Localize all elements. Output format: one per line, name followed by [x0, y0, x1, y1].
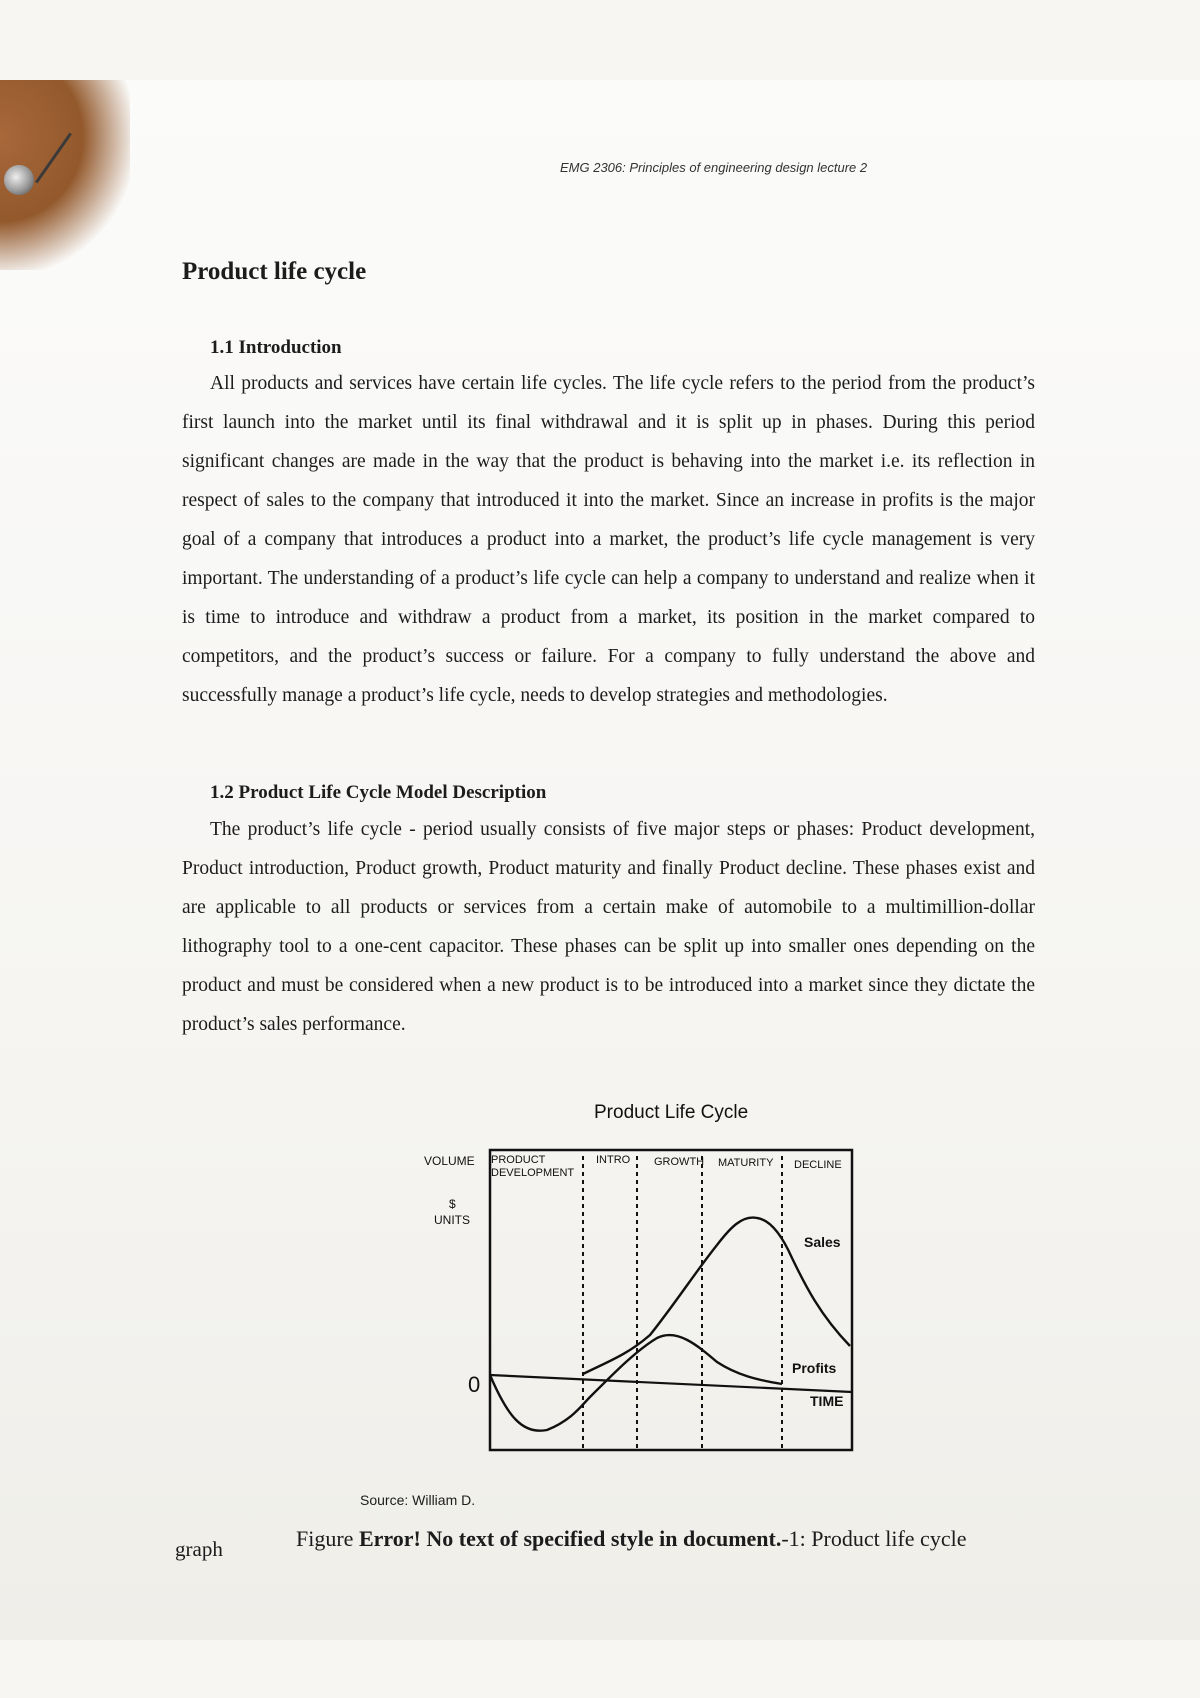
y-axis-label-dollar: $ — [449, 1197, 456, 1211]
section-text-introduction: All products and services have certain life cycles. The life cycle refers to the period from the product’s first launch into the market until its final withdrawal and it is split up in phases. During this period significant changes are made in the way that the product is behaving into the market i.e. its reflection in respect of sales to the company that introduced it into the market. Since an increase in profits is the major goal of a company that introduces a product into a market, the product’s life cycle management is very important. The understanding of a product’s life cycle can help a company to understand and realize when it is time to introduce and withdraw a product from a market, its position in the market compared to competitors, and the product’s success or failure. For a company to fully understand the above and successfully manage a product’s life cycle, needs to develop strategies and methodologies. — [182, 373, 1035, 706]
section-heading-model-description: 1.2 Product Life Cycle Model Description — [210, 782, 547, 803]
y-axis-label-units: UNITS — [434, 1213, 470, 1227]
phase-label-decline: DECLINE — [794, 1159, 842, 1171]
y-axis-label-volume: VOLUME — [424, 1154, 475, 1168]
phase-label-development-1: PRODUCT — [491, 1154, 546, 1166]
product-life-cycle-figure — [412, 1100, 882, 1485]
section-heading-introduction: 1.1 Introduction — [210, 337, 342, 358]
profits-label: Profits — [792, 1360, 837, 1376]
section-text-model-description: The product’s life cycle - period usually consists of five major steps or phases: Product development, Product introduction, Product growth, Product maturity and finally Product decline. These phases exist and are applicable to all products or services from a certain make of automobile to a multimillion-dollar lithography tool to a one-cent capacitor. These phases can be split up into smaller ones depending on the product and must be considered when a new product is to be introduced into a market since they dictate the product’s sales performance. — [182, 819, 1035, 1035]
pushpin-icon — [4, 165, 34, 195]
phase-label-growth: GROWTH — [654, 1156, 705, 1168]
sales-label: Sales — [804, 1234, 841, 1250]
figure-title: Product Life Cycle — [594, 1102, 749, 1123]
figure-source: Source: William D. — [360, 1492, 476, 1508]
side-note: graph — [175, 1537, 223, 1561]
page-header: EMG 2306: Principles of engineering design lecture 2 — [560, 160, 868, 175]
zero-baseline — [490, 1375, 852, 1392]
caption-suffix: -1: Product life cycle — [781, 1526, 967, 1551]
figure-caption — [296, 1526, 1036, 1552]
zero-label: 0 — [468, 1372, 481, 1397]
phase-label-intro: INTRO — [596, 1154, 631, 1166]
page-title: Product life cycle — [182, 258, 367, 285]
phase-label-development-2: DEVELOPMENT — [491, 1167, 575, 1179]
caption-prefix: Figure — [296, 1526, 359, 1551]
caption-error-text: Error! No text of specified style in document. — [358, 1526, 782, 1551]
chart-frame — [490, 1150, 852, 1450]
phase-label-maturity: MATURITY — [718, 1157, 774, 1169]
time-label: TIME — [810, 1393, 844, 1409]
